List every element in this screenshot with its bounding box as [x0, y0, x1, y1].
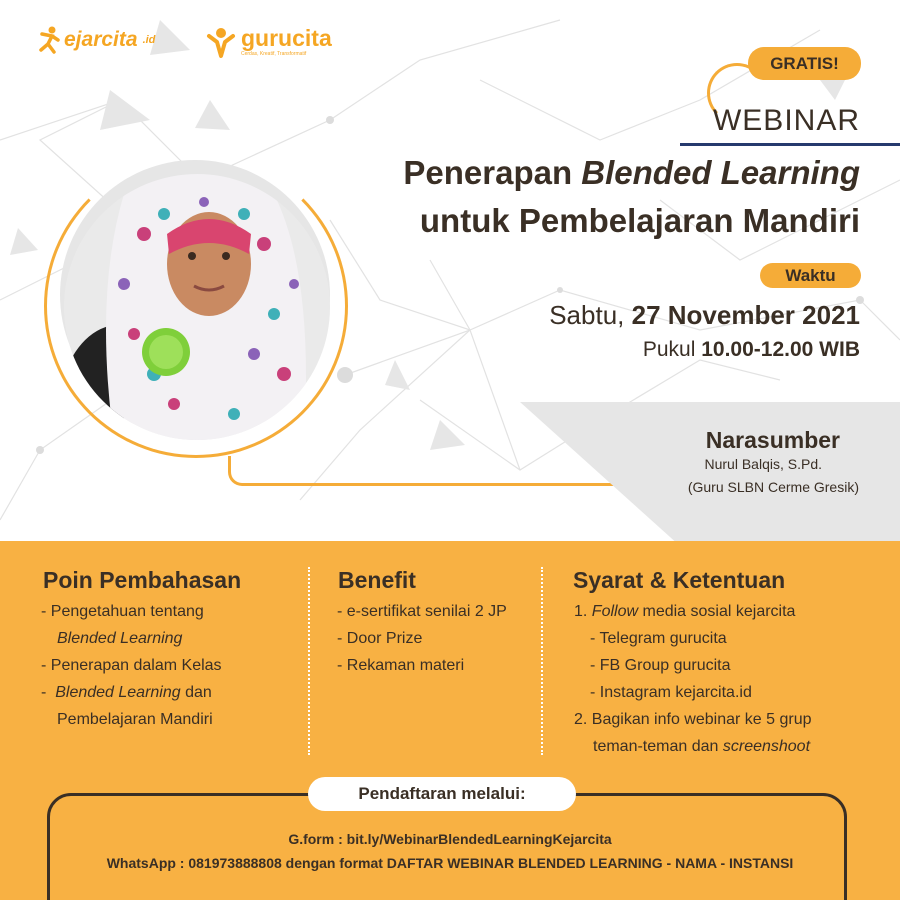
registration-whatsapp: WhatsApp : 081973888808 dengan format DAFTAR WEBINAR BLENDED LEARNING - NAMA - INSTANSI [106, 855, 794, 871]
title-line-1 [403, 154, 860, 192]
gurucita-logo [205, 26, 332, 58]
topics-list [41, 598, 222, 733]
list-bullet: - [41, 684, 47, 701]
title-prefix: Penerapan [403, 154, 573, 191]
event-time [643, 338, 860, 362]
benefit-title: Benefit [338, 567, 416, 593]
kejarcita-logo-suffix: .id [142, 34, 156, 46]
list-item-text: teman-teman dan [593, 738, 719, 755]
list-item-text: dan [185, 684, 212, 701]
list-item: - Telegram gurucita [590, 630, 727, 647]
list-item-text: media sosial kejarcita [642, 603, 796, 620]
webinar-label: WEBINAR [712, 104, 860, 137]
gurucita-mascot-icon [205, 26, 237, 58]
title-italic: Blended Learning [581, 154, 860, 191]
list-item: 2. Bagikan info webinar ke 5 grup [574, 711, 812, 728]
registration-heading: Pendaftaran melalui: [308, 777, 576, 811]
column-divider [308, 567, 310, 755]
speaker-heading: Narasumber [705, 427, 840, 453]
list-item: Pembelajaran Mandiri [57, 711, 213, 728]
gurucita-logo-name: gurucita [241, 25, 332, 51]
list-item: - e-sertifikat senilai 2 JP [337, 603, 507, 620]
event-day: Sabtu, [549, 300, 625, 330]
list-item: - Rekaman materi [337, 657, 465, 674]
speaker-photo [64, 174, 330, 440]
speaker-name: Nurul Balqis, S.Pd. [704, 456, 822, 472]
gurucita-logo-tagline: Cerdas, Kreatif, Transformatif [241, 51, 307, 57]
list-item: - Instagram kejarcita.id [590, 684, 752, 701]
terms-title: Syarat & Ketentuan [573, 567, 786, 593]
registration-gform-link[interactable]: G.form : bit.ly/WebinarBlendedLearningKejarcita [288, 831, 612, 847]
list-item-italic: Blended Learning [57, 630, 183, 647]
list-item [574, 733, 811, 760]
speaker-role: (Guru SLBN Cerme Gresik) [687, 479, 859, 495]
list-item [41, 625, 222, 652]
list-item: - Door Prize [337, 630, 423, 647]
topics-title: Poin Pembahasan [43, 567, 242, 593]
list-item [41, 679, 222, 706]
speaker-portrait-image [64, 174, 330, 440]
kejarcita-runner-icon [38, 26, 60, 54]
waktu-badge: Waktu [760, 263, 861, 288]
list-number: 1. [574, 603, 588, 620]
column-divider [541, 567, 543, 755]
list-item: - Penerapan dalam Kelas [41, 657, 222, 674]
kejarcita-logo-name: ejarcita [64, 28, 138, 51]
event-date [549, 300, 860, 331]
list-item-italic: screenshoot [722, 738, 811, 755]
list-item: - FB Group gurucita [590, 657, 731, 674]
title-line-2: untuk Pembelajaran Mandiri [419, 202, 860, 239]
terms-list [574, 598, 811, 760]
benefit-list [337, 598, 507, 679]
event-time-prefix: Pukul [642, 338, 696, 361]
gratis-badge: GRATIS! [748, 47, 861, 80]
list-item-italic: Blended Learning [55, 684, 181, 701]
list-item-italic: Follow [591, 603, 639, 620]
event-date-value: 27 November 2021 [631, 300, 860, 330]
list-item: - Pengetahuan tentang [41, 603, 204, 620]
list-item [574, 598, 811, 625]
kejarcita-logo [38, 26, 155, 54]
event-time-value: 10.00-12.00 WIB [701, 338, 860, 361]
webinar-underline [680, 143, 900, 146]
speaker-info-backdrop [520, 402, 900, 546]
